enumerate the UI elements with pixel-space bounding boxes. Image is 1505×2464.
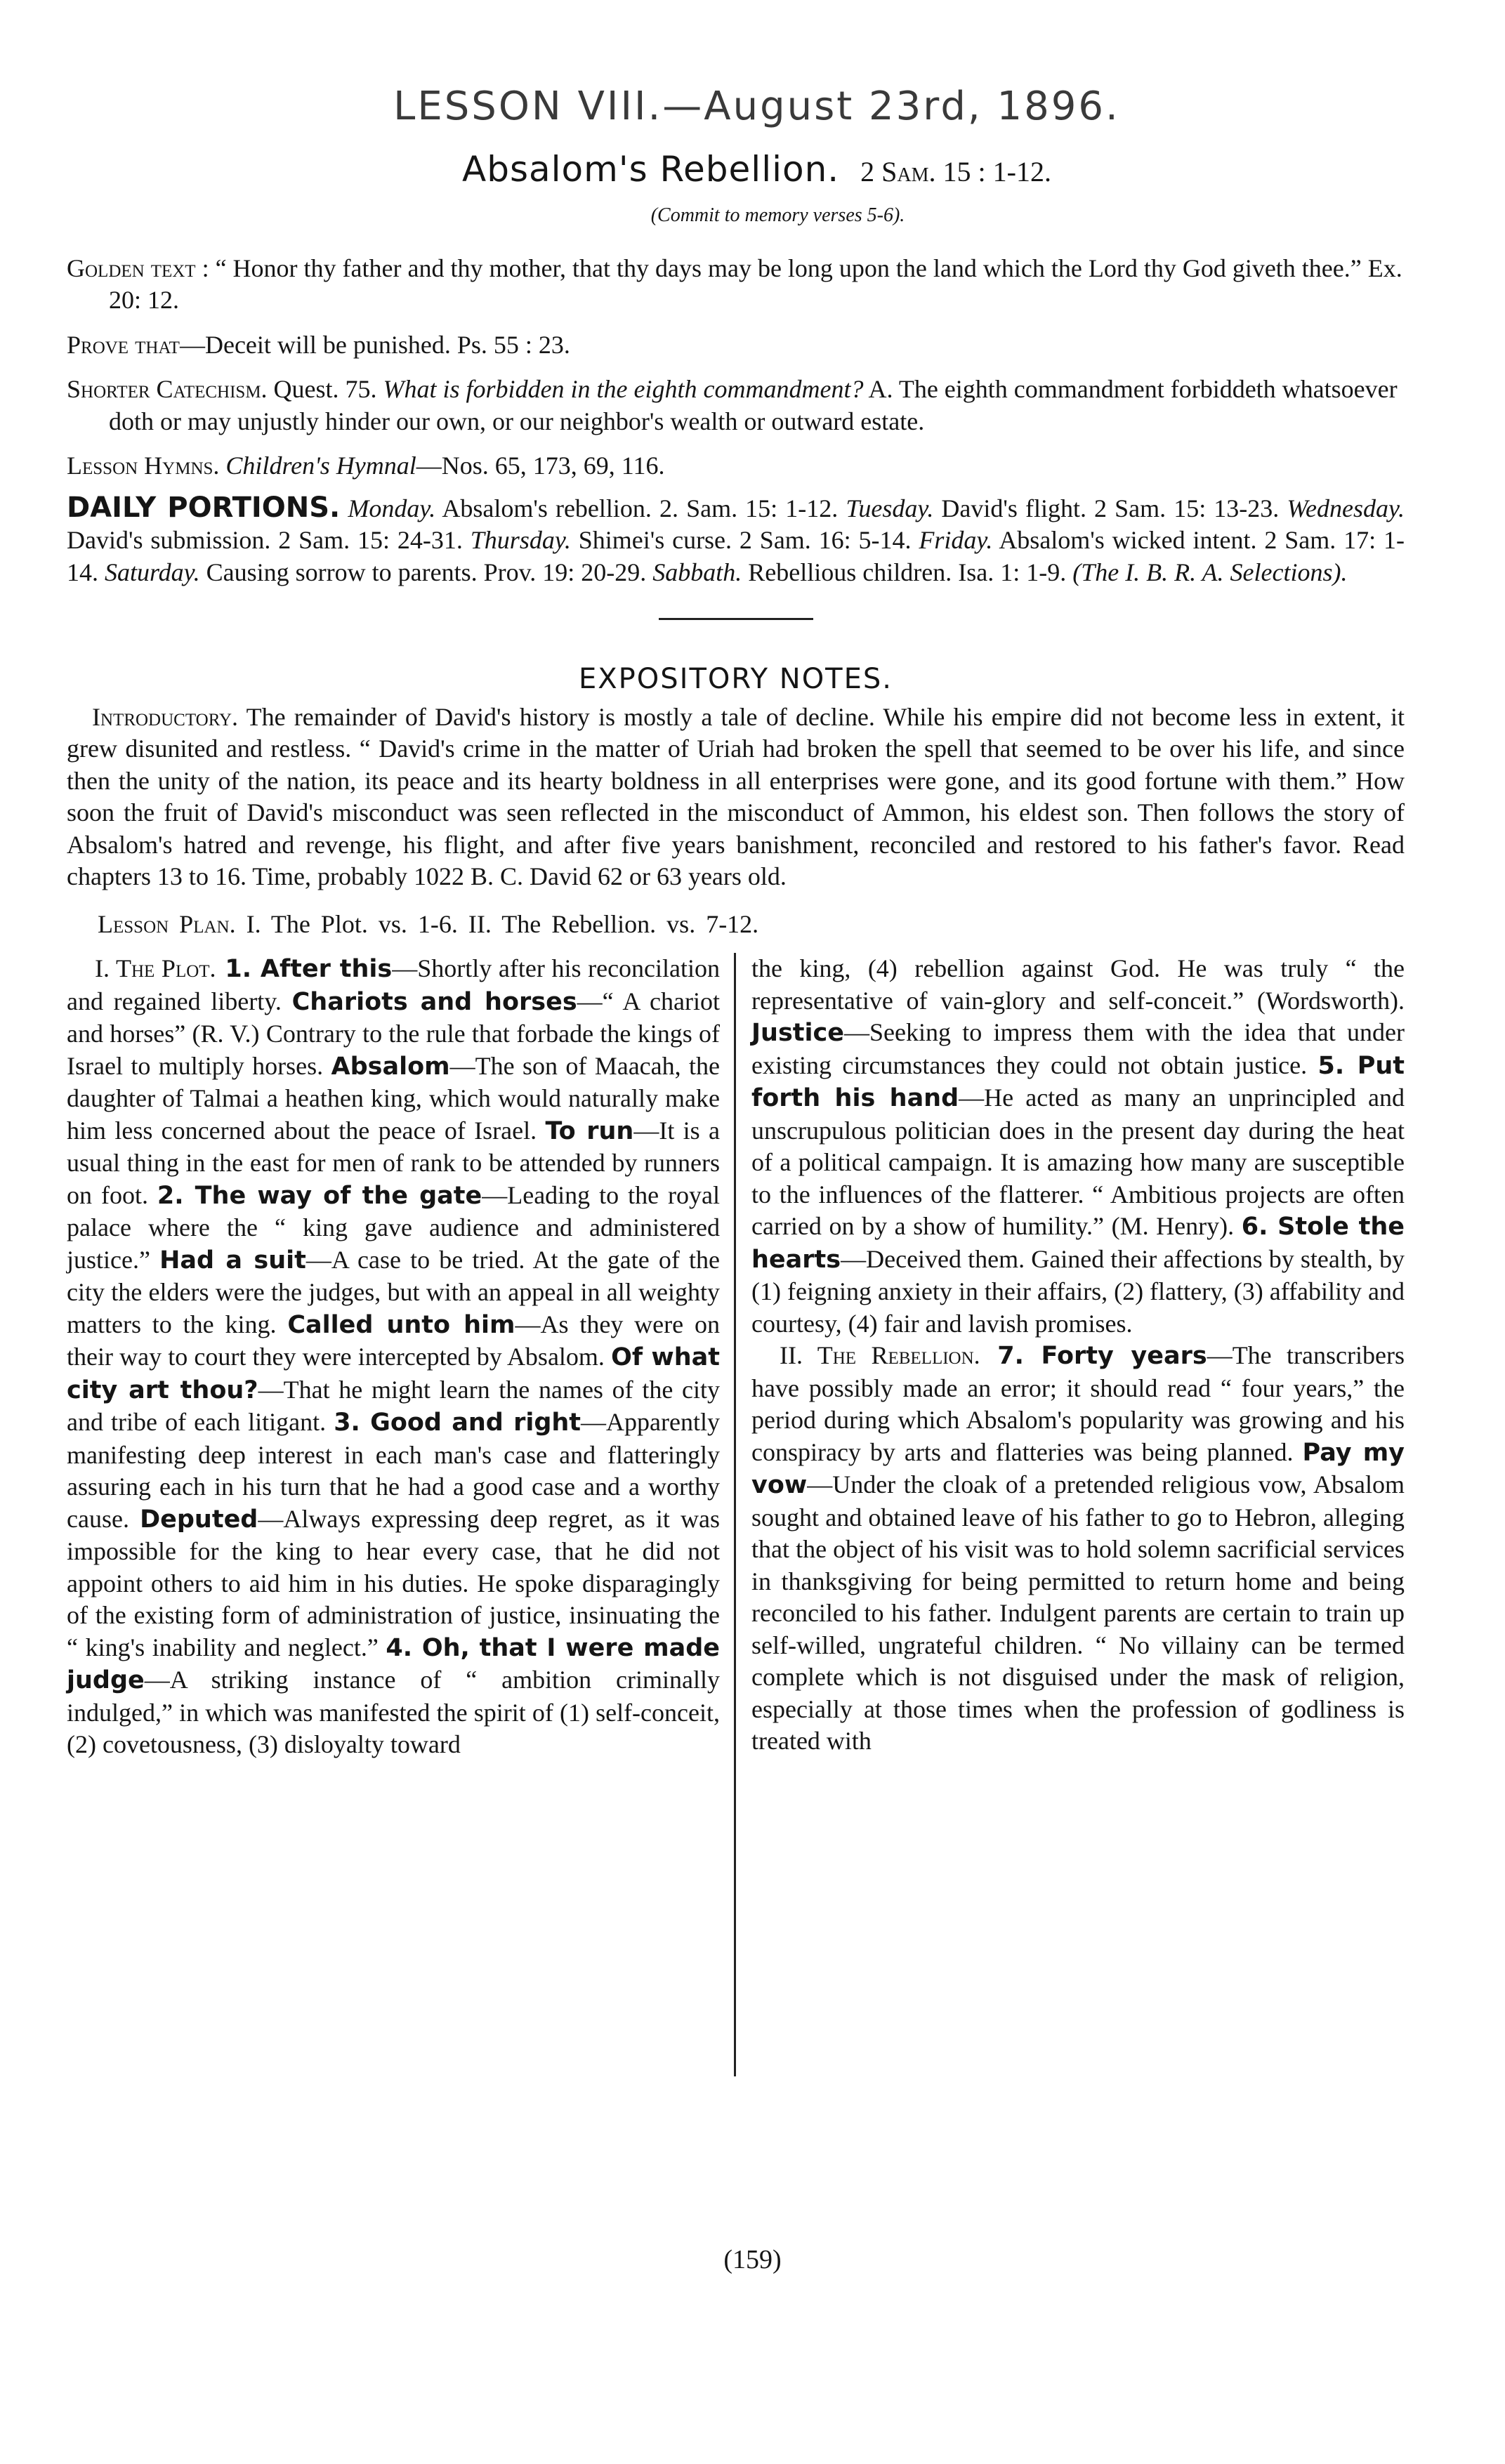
rebellion-paragraph bbox=[751, 1340, 1405, 1758]
note-keyword: 5. Put forth his hand bbox=[751, 1051, 1405, 1112]
day-sabbath: Sabbath. bbox=[652, 558, 742, 586]
note-keyword: 1. After this bbox=[216, 955, 393, 983]
hymns-numbers: —Nos. 65, 173, 69, 116. bbox=[416, 452, 665, 480]
golden-text bbox=[67, 253, 1405, 317]
prove-that-body: —Deceit will be punished. Ps. 55 : 23. bbox=[179, 330, 570, 359]
notes-heading: EXPOSITORY NOTES. bbox=[579, 663, 893, 695]
note-keyword: 4. Oh, that I were made judge bbox=[67, 1633, 720, 1694]
day-monday: Monday. bbox=[348, 494, 436, 522]
note-keyword: 7. Forty years bbox=[980, 1342, 1207, 1370]
right-column-text bbox=[751, 953, 1405, 1340]
left-column bbox=[67, 953, 720, 1761]
note-keyword: To run bbox=[545, 1116, 634, 1145]
right-column bbox=[751, 953, 1405, 1758]
note-text: the king, (4) rebellion against God. He was truly “ the representative of vain-glory and self-conceit.” (Wordsworth). bbox=[751, 954, 1405, 1015]
prove-that bbox=[67, 329, 1405, 362]
note-text: —A striking instance of “ ambition criminally indulged,” in which was manifested the spirit of (1) self-conceit, (2) covetousness, (3) disloyalty toward bbox=[67, 1666, 720, 1758]
catechism-question: What is forbidden in the eighth commandment? bbox=[383, 375, 864, 403]
day-tuesday: Tuesday. bbox=[846, 494, 934, 522]
selections-note: (The I. B. R. A. Selections). bbox=[1072, 558, 1348, 586]
catechism-answer: A. The eighth commandment forbiddeth whatsoever doth or may unjustly hinder our own, or our neighbor's wealth or outward estate. bbox=[109, 375, 1398, 435]
introductory-text: The remainder of David's history is mostly a tale of decline. While his empire did not become less in extent, it grew disunited and restless. “ David's crime in the matter of Uriah had broken the spell that seemed to be over his life, and since then the unity of the nation, its peace and its hearty boldness in all enterprises were gone, and its good fortune with them.” How soon the fruit of David's misconduct was seen reflected in the misconduct of Ammon, his eldest son. Then follows the story of Absalom's hatred and revenge, his flight, and after five years banishment, reconciled and restored to his father's favor. Read chapters 13 to 16. Time, probably 1022 B. C. David 62 or 63 years old. bbox=[67, 702, 1405, 890]
note-keyword: 6. Stole the hearts bbox=[751, 1213, 1405, 1274]
daily-portions-label: DAILY PORTIONS. bbox=[67, 491, 341, 524]
note-keyword: Had a suit bbox=[159, 1246, 306, 1274]
note-keyword: Pay my vow bbox=[751, 1438, 1405, 1499]
page-number: (159) bbox=[723, 2245, 782, 2274]
note-text: —Seeking to impress them with the idea that under existing circumstances they could not obtain justice. bbox=[751, 1018, 1405, 1079]
left-column-text bbox=[67, 953, 720, 1761]
day-saturday: Saturday. bbox=[105, 558, 200, 586]
note-text: —“ A chariot and horses” (R. V.) Contrary to the rule that forbade the kings of Israel to multiply horses. bbox=[67, 987, 720, 1080]
section-divider bbox=[659, 618, 813, 620]
portion-wednesday: David's submission. 2 Sam. 15: 24-31. bbox=[67, 526, 471, 554]
portion-friday: Absalom's wicked intent. 2 Sam. 17: 1-14. bbox=[67, 526, 1405, 586]
introductory-label: Introductory. bbox=[92, 702, 239, 731]
note-keyword: 3. Good and right bbox=[334, 1409, 581, 1437]
portion-thursday: Shimei's curse. 2 Sam. 16: 5-14. bbox=[570, 526, 919, 554]
note-text: —A case to be tried. At the gate of the city the elders were the judges, but with an appeal in all weighty matters to the king. bbox=[67, 1245, 720, 1338]
note-text: —He acted as many an unprincipled and unscrupulous politician does in the present day during the heat of a political campaign. It is amazing how many are susceptible to the influences of the flatterer. “ Ambitious projects are often carried on by a show of humility.” (M. Henry). bbox=[751, 1083, 1405, 1240]
note-text: —Deceived them. Gained their affections by stealth, by (1) feigning anxiety in their affairs, (2) flattery, (3) affability and courtesy, (4) fair and lavish promises. bbox=[751, 1244, 1405, 1338]
daily-portions bbox=[67, 492, 1405, 589]
memory-verses-note: (Commit to memory verses 5-6). bbox=[650, 204, 905, 226]
scripture-reference: 2 Sam. 15 : 1-12. bbox=[860, 156, 1051, 187]
prove-that-label: Prove that bbox=[67, 330, 180, 359]
day-thursday: Thursday. bbox=[470, 526, 571, 554]
note-text: —As they were on their way to court they were intercepted by Absalom. bbox=[67, 1310, 720, 1371]
portion-monday: Absalom's rebellion. 2. Sam. 15: 1-12. bbox=[435, 494, 846, 522]
note-text: —Always expressing deep regret, as it was impossible for the king to hear every case, that he did not appoint others to aid him in his duties. He spoke disparagingly of the existing form of administration of justice, insinuating the “ king's inability and neglect.” bbox=[67, 1504, 720, 1661]
shorter-catechism bbox=[67, 374, 1405, 437]
note-keyword: 2. The way of the gate bbox=[157, 1181, 482, 1210]
day-friday: Friday. bbox=[919, 526, 993, 554]
introductory-paragraph bbox=[67, 701, 1405, 893]
note-keyword: Justice bbox=[751, 1019, 844, 1047]
lesson-plan-label: Lesson Plan. bbox=[98, 909, 236, 938]
lesson-heading bbox=[109, 146, 1405, 195]
hymns-book: Children's Hymnal bbox=[225, 452, 416, 480]
lesson-plan bbox=[67, 909, 1405, 941]
note-text: —Shortly after his reconcilation and regained liberty. bbox=[67, 954, 721, 1015]
portion-sabbath: Rebellious children. Isa. 1: 1-9. bbox=[742, 558, 1073, 586]
note-keyword: Chariots and horses bbox=[291, 987, 577, 1016]
lesson-title: LESSON VIII.—August 23rd, 1896. bbox=[393, 84, 1120, 129]
hymns-label: Lesson Hymns. bbox=[67, 452, 220, 480]
note-keyword: Of what city art thou? bbox=[67, 1343, 720, 1404]
note-text: —The transcribers have possibly made an error; it should read “ four years,” the period during which Absalom's popularity was growing and his conspiracy by arts and flatteries was being planned. bbox=[751, 1341, 1405, 1466]
note-text: —That he might learn the names of the city and tribe of each litigant. bbox=[67, 1375, 720, 1436]
day-wednesday: Wednesday. bbox=[1287, 494, 1405, 522]
notes-columns bbox=[67, 953, 1405, 2076]
note-text: —It is a usual thing in the east for men of rank to be attended by runners on foot. bbox=[67, 1116, 721, 1209]
catechism-quest: Quest. 75. bbox=[273, 375, 377, 403]
column-rule bbox=[734, 953, 736, 2076]
note-keyword: Absalom bbox=[331, 1052, 450, 1081]
note-text: —Apparently manifesting deep interest in each man's case and flatteringly assuring each in his turn that he had a good case and a worthy cause. bbox=[67, 1408, 720, 1533]
lesson-name: Absalom's Rebellion. bbox=[462, 149, 840, 190]
portion-saturday: Causing sorrow to parents. Prov. 19: 20-29. bbox=[199, 558, 653, 586]
catechism-label: Shorter Catechism. bbox=[67, 375, 268, 403]
lesson-hymns bbox=[67, 450, 1405, 482]
portion-tuesday: David's flight. 2 Sam. 15: 13-23. bbox=[933, 494, 1287, 522]
golden-text-body: “ Honor thy father and thy mother, that thy days may be long upon the land which the Lord thy God giveth thee.” Ex. 20: 12. bbox=[109, 253, 1402, 314]
note-keyword: Called unto him bbox=[287, 1310, 515, 1339]
note-text: —The son of Maacah, the daughter of Talmai a heathen king, which would naturally make him less concerned about the peace of Israel. bbox=[67, 1051, 720, 1145]
note-keyword: Deputed bbox=[140, 1505, 258, 1534]
note-text: —Under the cloak of a pretended religious vow, Absalom sought and obtained leave of his father to go to Hebron, alleging that the object of his visit was to hold solemn sacrificial services in thanksgiving for being permitted to return home and being reconciled to his father. Indulgent parents are certain to train up self-willed, ungrateful children. “ No villainy can be termed complete which is not disguised under the mask of religion, especially at those times when the profession of godliness is treated with bbox=[751, 1470, 1405, 1755]
golden-text-label: Golden text : bbox=[67, 253, 209, 282]
section-plot-heading: I. The Plot. bbox=[95, 954, 216, 982]
section-rebellion-heading: II. The Rebellion. bbox=[780, 1341, 980, 1369]
page bbox=[67, 83, 1405, 2076]
note-text: —Leading to the royal palace where the “ king gave audience and administered justice.” bbox=[67, 1180, 720, 1274]
lesson-plan-text: I. The Plot. vs. 1-6. II. The Rebellion. vs. 7-12. bbox=[235, 909, 759, 938]
